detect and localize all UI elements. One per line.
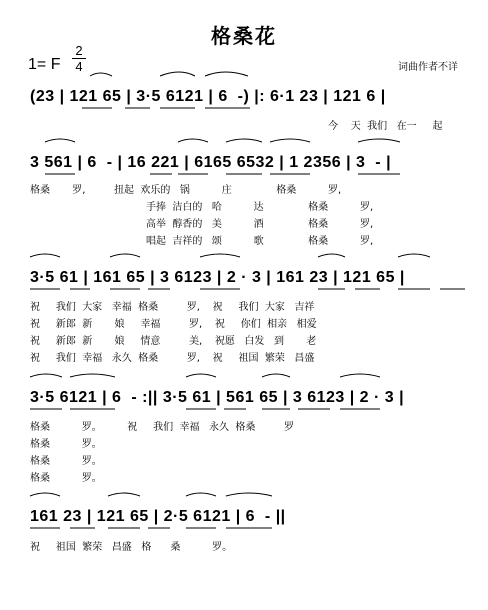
notation-line-4: 3·5 6121 | 6 - :|| 3·5 61 | 561 65 | 3 6123 | 2 · 3 | bbox=[30, 389, 405, 406]
lyric-line-2-3: 高举 醇香的 美 酒 格桑 罗, bbox=[146, 219, 374, 230]
song-title: 格桑花 bbox=[211, 24, 277, 48]
lyric-line-4-2: 格桑 罗。 bbox=[30, 439, 102, 450]
lyric-line-3-2: 祝 新郎 新 娘 幸福 罗, 祝 你们 相亲 相爱 bbox=[30, 319, 317, 330]
notation-line-3: 3·5 61 | 161 65 | 3 6123 | 2 · 3 | 161 23 | 121 65 | bbox=[30, 269, 405, 286]
notation-line-2: 3 561 | 6 - | 16 221 | 6165 6532 | 1 2356 | 3 - | bbox=[30, 154, 392, 171]
lyric-line-4-1: 格桑 罗。 祝 我们 幸福 永久 格桑 罗 bbox=[30, 422, 294, 433]
lyric-line-3-1: 祝 我们 大家 幸福 格桑 罗, 祝 我们 大家 吉祥 bbox=[30, 302, 315, 313]
lyric-line-2-2: 手捧 洁白的 哈 达 格桑 罗, bbox=[146, 202, 374, 213]
notation-line-5: 161 23 | 121 65 | 2·5 6121 | 6 - || bbox=[30, 508, 286, 525]
notation-line-1: (23 | 121 65 | 3·5 6121 | 6 -) |: 6·1 23 | 121 6 | bbox=[30, 88, 386, 105]
lyric-line-4-4: 格桑 罗。 bbox=[30, 473, 102, 484]
composer-credit: 词曲作者不详 bbox=[398, 62, 458, 73]
lyric-line-2-1: 格桑 罗, 扭起 欢乐的 锅 庄 格桑 罗, bbox=[30, 185, 342, 196]
lyric-line-4-3: 格桑 罗。 bbox=[30, 456, 102, 467]
lyric-line-3-4: 祝 我们 幸福 永久 格桑 罗, 祝 祖国 繁荣 昌盛 bbox=[30, 353, 315, 364]
lyric-line-3-3: 祝 新郎 新 娘 情意 美, 祝愿 白发 到 老 bbox=[30, 336, 317, 347]
lyric-line-2-4: 唱起 吉祥的 颂 歌 格桑 罗, bbox=[146, 236, 374, 247]
lyric-line-5-1: 祝 祖国 繁荣 昌盛 格 桑 罗。 bbox=[30, 542, 233, 553]
meter-top: 2 bbox=[75, 43, 83, 58]
meter-bottom: 4 bbox=[75, 59, 83, 74]
lyric-line-1-1: 今 天 我们 在一 起 bbox=[328, 121, 443, 132]
key-signature: 1= F bbox=[28, 56, 61, 73]
